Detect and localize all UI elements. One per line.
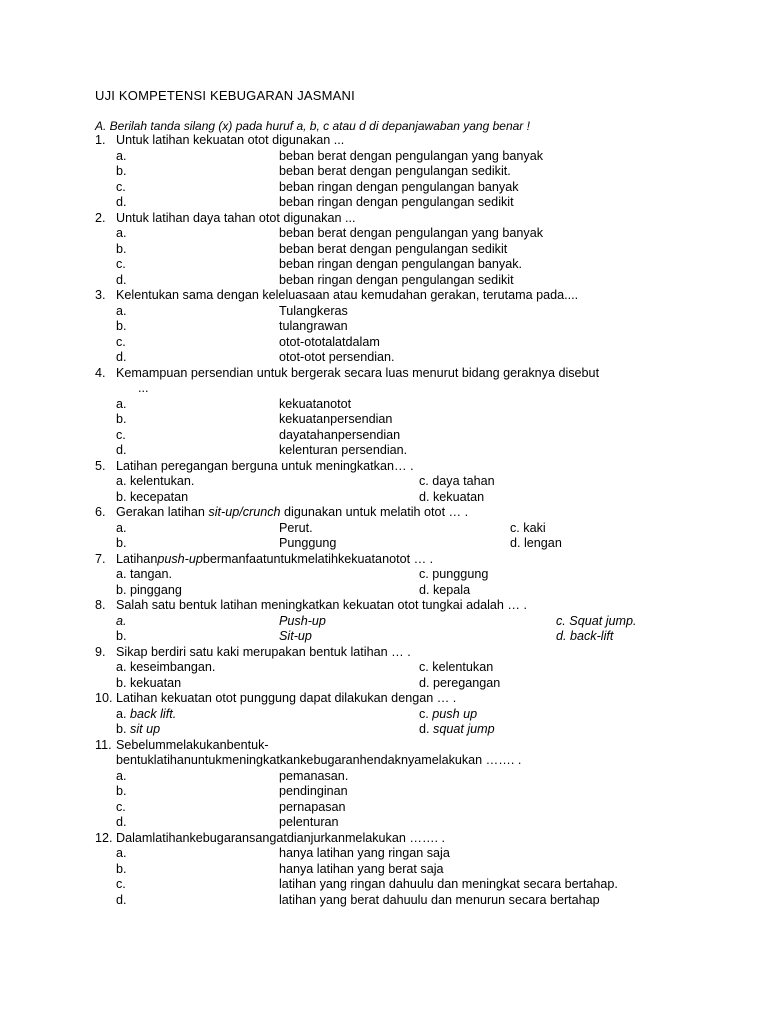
option-letter: c.	[116, 877, 126, 891]
option-row	[95, 877, 695, 893]
option-letter: a.	[116, 613, 127, 628]
question-number: 9.	[95, 644, 106, 659]
question-1	[95, 133, 695, 149]
option-text: hanya latihan yang ringan saja	[279, 846, 450, 860]
question-number: 1.	[95, 133, 106, 147]
question-number: 11.	[95, 737, 112, 752]
option-d: d. kekuatan	[419, 489, 485, 504]
option-text: Tulangkeras	[279, 303, 348, 318]
option-letter: d.	[116, 350, 127, 364]
option-text: tulangrawan	[279, 319, 348, 333]
option-text: pendinginan	[279, 784, 348, 798]
option-row	[95, 195, 695, 211]
option-text: Perut.	[279, 520, 313, 535]
question-text: Salah satu bentuk latihan meningkatkan kekuatan otot tungkai adalah … .	[116, 598, 527, 612]
option-d	[419, 722, 495, 738]
option-row	[95, 769, 695, 785]
question-7	[95, 552, 695, 568]
option-text: squat jump	[433, 722, 495, 736]
option-letter: c.	[419, 706, 433, 721]
question-text: Latihan kekuatan otot punggung dapat dilakukan dengan … .	[116, 691, 457, 705]
option-text: Push-up	[279, 613, 326, 628]
option-text: otot-ototalatdalam	[279, 334, 380, 349]
option-row	[95, 180, 695, 196]
option-letter: c.	[116, 427, 126, 442]
option-row	[95, 862, 695, 878]
question-list	[95, 133, 695, 908]
option-text: beban berat dengan pengulangan yang banyak	[279, 226, 544, 240]
question-text-part: Latihan	[116, 551, 158, 566]
option-c: c. punggung	[419, 567, 489, 581]
option-row	[95, 412, 695, 428]
option-b: b. kekuatan	[116, 675, 182, 690]
option-letter: c.	[116, 799, 126, 814]
option-text: pernapasan	[279, 799, 346, 814]
question-12	[95, 831, 695, 847]
option-row	[95, 304, 695, 320]
option-letter: b.	[116, 784, 127, 798]
option-row	[95, 784, 695, 800]
page-title: UJI KOMPETENSI KEBUGARAN JASMANI	[95, 88, 355, 103]
option-text: kekuatanotot	[279, 396, 352, 411]
question-11	[95, 738, 695, 754]
option-row	[95, 800, 695, 816]
question-number: 2.	[95, 210, 106, 225]
option-row	[95, 583, 695, 599]
option-row	[95, 319, 695, 335]
option-row	[95, 273, 695, 289]
option-d: d. lengan	[510, 536, 562, 550]
question-8	[95, 598, 695, 614]
question-2	[95, 211, 695, 227]
question-6	[95, 505, 695, 521]
question-number: 7.	[95, 551, 106, 566]
question-number: 5.	[95, 458, 106, 473]
option-text: beban berat dengan pengulangan yang banyak	[279, 148, 544, 163]
option-b: b. kecepatan	[116, 489, 189, 504]
option-row	[95, 567, 695, 583]
option-letter: c.	[116, 334, 126, 349]
option-text: Punggung	[279, 536, 337, 550]
option-text: sit up	[130, 722, 161, 736]
option-d: d. kepala	[419, 582, 471, 597]
option-row	[95, 521, 695, 537]
question-text: Sebelummelakukanbentuk-	[116, 737, 269, 752]
question-text-continued: ...	[138, 381, 149, 395]
option-letter: a.	[116, 303, 127, 318]
option-c: c. kelentukan	[419, 660, 494, 674]
question-text-continued: bentuklatihanuntukmeningkatkankebugaranhendaknyamelakukan ……. .	[116, 753, 522, 767]
question-number: 12.	[95, 830, 113, 845]
question-text-part: digunakan untuk melatih otot … .	[280, 505, 469, 519]
option-text: hanya latihan yang berat saja	[279, 861, 444, 876]
option-letter: d.	[116, 892, 127, 907]
option-row	[95, 614, 695, 630]
option-letter: d.	[116, 272, 127, 287]
option-letter: b.	[116, 241, 127, 256]
option-letter: a.	[116, 226, 127, 240]
option-letter: c.	[116, 257, 126, 271]
option-row	[95, 242, 695, 258]
option-row	[95, 893, 695, 909]
question-4	[95, 366, 695, 382]
question-number: 10.	[95, 691, 113, 705]
option-text: otot-otot persendian.	[279, 350, 395, 364]
option-letter: d.	[116, 815, 127, 829]
option-b: b. pinggang	[116, 582, 182, 597]
option-row	[95, 707, 695, 723]
option-text: beban ringan dengan pengulangan sedikit	[279, 195, 514, 209]
option-row	[95, 226, 695, 242]
option-a: a. keseimbangan.	[116, 660, 216, 674]
question-continuation	[95, 753, 695, 769]
option-row	[95, 335, 695, 351]
option-letter: a.	[116, 706, 131, 721]
option-row	[95, 350, 695, 366]
question-number: 3.	[95, 288, 106, 302]
option-letter: a.	[116, 768, 127, 783]
option-text: beban ringan dengan pengulangan sedikit	[279, 272, 514, 287]
option-letter: b.	[116, 536, 127, 550]
option-text: latihan yang ringan dahuulu dan meningkat secara bertahap.	[279, 877, 618, 891]
option-letter: b.	[116, 164, 127, 178]
option-text: kekuatanpersendian	[279, 412, 393, 426]
option-text: pemanasan.	[279, 768, 349, 783]
question-text	[116, 505, 468, 521]
question-number: 6.	[95, 505, 106, 519]
option-row	[95, 257, 695, 273]
option-row	[95, 676, 695, 692]
option-c: c. Squat jump.	[556, 613, 637, 628]
instruction-text: A. Berilah tanda silang (x) pada huruf a, b, c atau d di depanjawaban yang benar !	[95, 119, 530, 133]
option-row	[95, 629, 695, 645]
option-text: kelenturan persendian.	[279, 443, 408, 457]
option-text: beban ringan dengan pengulangan banyak.	[279, 257, 522, 271]
option-d: d. back-lift	[556, 629, 614, 643]
option-a: a. tangan.	[116, 567, 173, 581]
question-text-italic: push-up	[157, 551, 203, 566]
option-c	[419, 707, 477, 723]
option-text: Sit-up	[279, 629, 312, 643]
option-row	[95, 149, 695, 165]
option-row	[95, 722, 695, 738]
option-d: d. peregangan	[419, 675, 501, 690]
option-text: dayatahanpersendian	[279, 427, 401, 442]
option-letter: b.	[116, 629, 127, 643]
option-letter: b.	[116, 722, 131, 736]
question-text: Untuk latihan kekuatan otot digunakan ...	[116, 133, 345, 147]
option-text: pelenturan	[279, 815, 339, 829]
question-text-part: Gerakan latihan	[116, 505, 209, 519]
question-text: Sikap berdiri satu kaki merupakan bentuk latihan … .	[116, 644, 411, 659]
option-a: a. kelentukan.	[116, 474, 195, 488]
question-text: Kemampuan persendian untuk bergerak secara luas menurut bidang geraknya disebut	[116, 365, 600, 380]
option-text: beban berat dengan pengulangan sedikit	[279, 241, 508, 256]
option-text: beban berat dengan pengulangan sedikit.	[279, 164, 511, 178]
question-5	[95, 459, 695, 475]
option-b	[116, 722, 160, 738]
question-number: 8.	[95, 598, 106, 612]
option-c: c. kaki	[510, 520, 546, 535]
option-letter: c.	[116, 179, 126, 194]
option-row	[95, 428, 695, 444]
option-text: beban ringan dengan pengulangan banyak	[279, 179, 519, 194]
question-text-italic: sit-up/crunch	[208, 505, 281, 519]
option-letter: a.	[116, 846, 127, 860]
option-a	[116, 707, 176, 723]
option-row	[95, 536, 695, 552]
option-row	[95, 443, 695, 459]
option-text: push up	[432, 706, 478, 721]
option-row	[95, 815, 695, 831]
question-9	[95, 645, 695, 661]
question-10	[95, 691, 695, 707]
option-row	[95, 846, 695, 862]
option-row	[95, 474, 695, 490]
question-text: Dalamlatihankebugaransangatdianjurkanmelakukan ……. .	[116, 830, 446, 845]
option-letter: a.	[116, 148, 127, 163]
question-text: Latihan peregangan berguna untuk meningkatkan… .	[116, 458, 414, 473]
question-continuation	[95, 381, 695, 397]
option-row	[95, 397, 695, 413]
option-letter: a.	[116, 520, 127, 535]
option-letter: d.	[116, 195, 127, 209]
question-number: 4.	[95, 365, 106, 380]
option-text: latihan yang berat dahuulu dan menurun secara bertahap	[279, 892, 600, 907]
question-text-part: bermanfaatuntukmelatihkekuatanotot … .	[202, 551, 434, 566]
option-letter: d.	[116, 443, 127, 457]
option-text: back lift.	[130, 706, 177, 721]
question-3	[95, 288, 695, 304]
option-c: c. daya tahan	[419, 474, 495, 488]
question-text: Kelentukan sama dengan keleluasaan atau kemudahan gerakan, terutama pada....	[116, 288, 579, 302]
question-text: Untuk latihan daya tahan otot digunakan ...	[116, 210, 356, 225]
option-letter: b.	[116, 861, 127, 876]
option-row	[95, 490, 695, 506]
option-row	[95, 660, 695, 676]
option-letter: a.	[116, 396, 127, 411]
option-row	[95, 164, 695, 180]
option-letter: b.	[116, 319, 127, 333]
option-letter: d.	[419, 722, 434, 736]
question-text	[116, 552, 433, 568]
option-letter: b.	[116, 412, 127, 426]
